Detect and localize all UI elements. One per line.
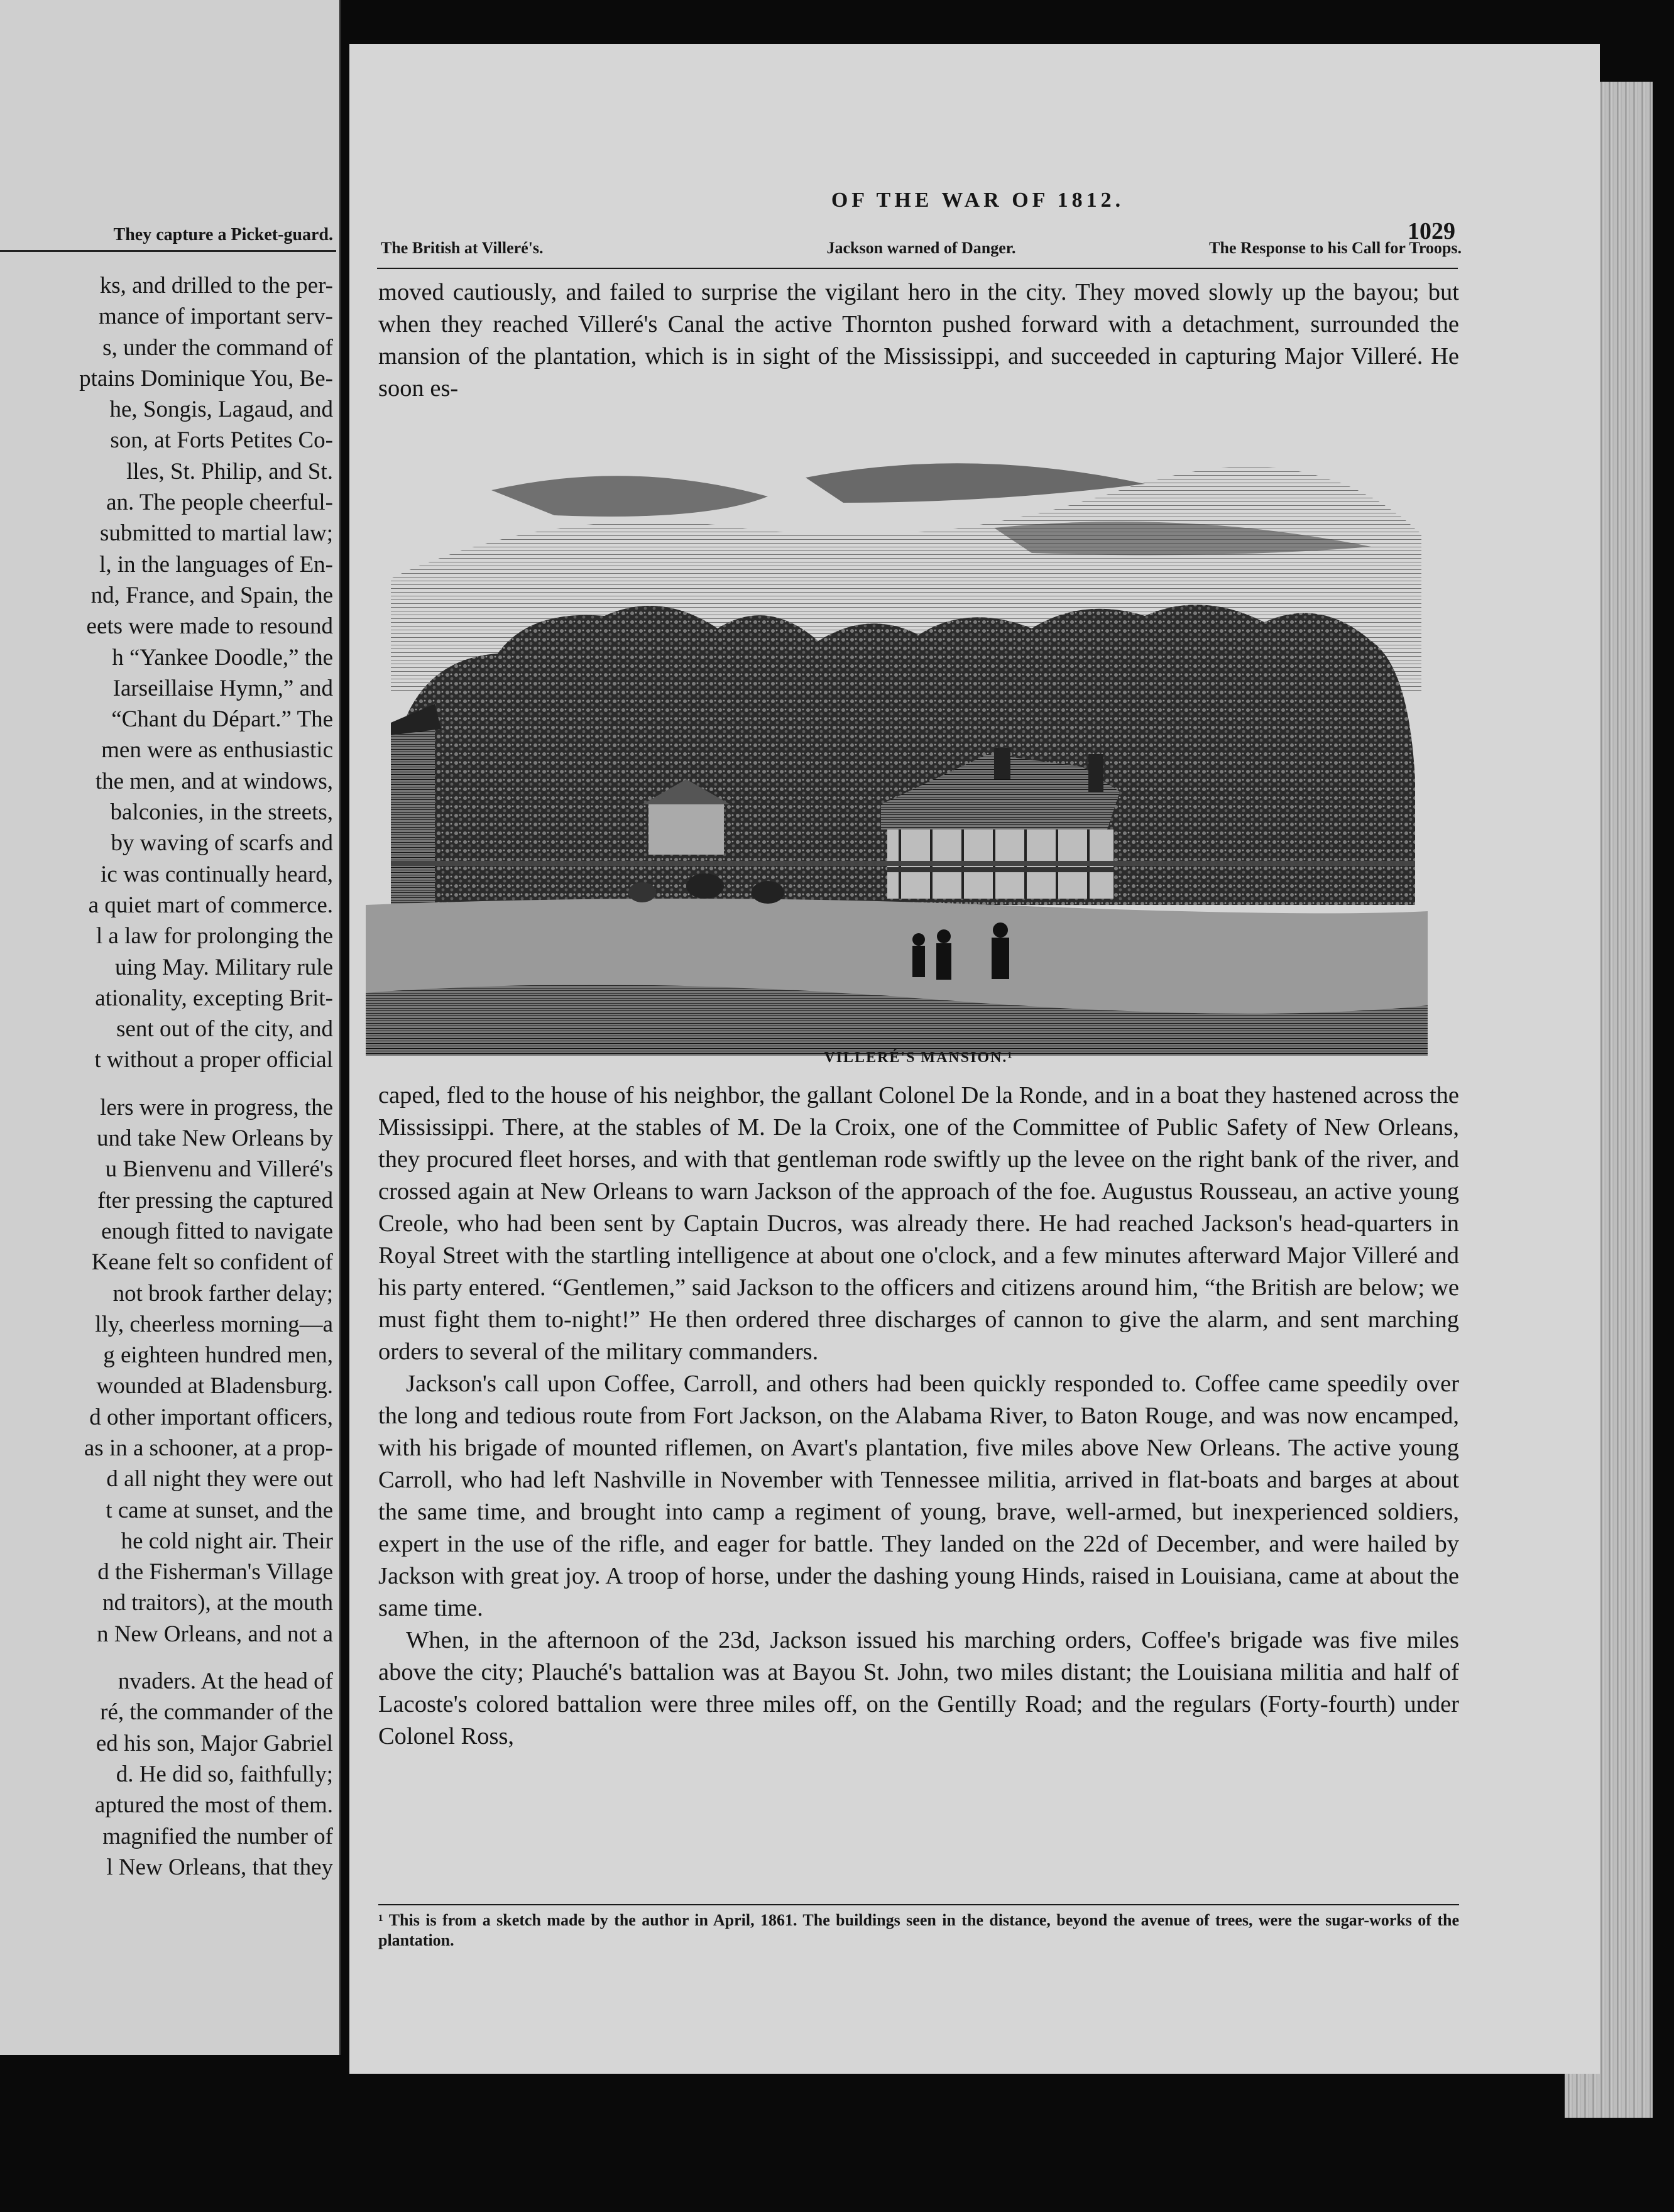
body-paragraph-top (378, 276, 1459, 405)
left-text-line: ks, and drilled to the per- (99, 273, 333, 298)
footnote-rule (378, 1904, 1459, 1905)
footnote: ¹ This is from a sketch made by the author in April, 1861. The buildings seen in the distance, beyond the avenue of trees, were the sugar-works of the plantation. (378, 1911, 1459, 1949)
left-text-line: by waving of scarfs and (111, 830, 333, 857)
left-text-line: uing May. Military rule (115, 954, 333, 980)
illustration-caption: VILLERÉ'S MANSION.¹ (824, 1049, 1014, 1066)
marginal-note-center: Jackson warned of Danger. (826, 239, 1016, 257)
left-text-line: Iarseillaise Hymn,” and (112, 675, 333, 701)
paragraph: caped, fled to the house of his neighbor, the gallant Colonel De la Ronde, and in a boat they hastened across the Mississippi. There, at the stables of M. De la Croix, one of the Committee of Public Safety of New Orleans, they procured fleet horses, and with that gentleman rode swiftly up the levee on the right bank of the river, and crossed again at New Orleans to warn Jackson of the approach of the foe. Augustus Rousseau, an active young Creole, who had been sent by Captain Ducros, was already there. He had reached Jackson's head-quarters in Royal Street with the startling intelligence at about one o'clock, and a few minutes afterward Major Villeré and his party entered. “Gentlemen,” said Jackson to the officers and citizens around him, “the British are below; we must fight them to-night!” He then ordered three discharges of cannon to give the alarm, and sent marching orders to several of the military commanders. (378, 1082, 1459, 1365)
left-text-line (0, 1076, 333, 1092)
left-text-line: he cold night air. Their (121, 1528, 333, 1554)
left-text-line: lers were in progress, the (100, 1094, 333, 1120)
left-text-line: ed his son, Major Gabriel (96, 1730, 333, 1756)
left-text-line: t came at sunset, and the (106, 1497, 333, 1523)
left-page (0, 0, 341, 2055)
left-text-line: ptains Dominique You, Be- (79, 365, 333, 391)
left-text-line: men were as enthusiastic (101, 737, 333, 764)
left-text-line (0, 1650, 333, 1666)
left-text-line: u Bienvenu and Villeré's (105, 1156, 333, 1183)
left-running-head: They capture a Picket-guard. (113, 225, 333, 244)
left-text-line: mance of important serv- (99, 304, 333, 330)
left-text-line: g eighteen hundred men, (103, 1342, 333, 1369)
page-number: 1029 (1408, 218, 1455, 244)
marginal-note-right: The Response to his Call for Troops. (1209, 239, 1462, 257)
villere-mansion-engraving (366, 452, 1428, 1056)
left-text-line: nd traitors), at the mouth (102, 1590, 333, 1616)
header-rule (377, 268, 1458, 269)
left-text-line: n New Orleans, and not a (96, 1621, 333, 1647)
body-paragraphs (378, 1080, 1459, 1753)
left-text-line: nd, France, and Spain, the (90, 582, 333, 608)
paragraph: When, in the afternoon of the 23d, Jackson issued his marching orders, Coffee's brigade was five miles above the city; Plauché's battalion was at Bayou St. John, two miles distant; the Louisiana militia and half of Lacoste's colored battalion were three miles off, on the Gentilly Road; and the regulars (Forty-fourth) under Colonel Ross, (378, 1627, 1459, 1749)
left-text-line: l, in the languages of En- (99, 551, 333, 578)
left-text-line: ationality, excepting Brit- (95, 985, 333, 1011)
left-text-line: l New Orleans, that they (106, 1854, 333, 1880)
left-text-line: as in a schooner, at a prop- (84, 1435, 333, 1461)
left-text-line: sent out of the city, and (116, 1016, 333, 1043)
left-text-line: not brook farther delay; (112, 1280, 333, 1306)
right-page (349, 44, 1600, 2074)
left-text-line: h “Yankee Doodle,” the (112, 644, 333, 671)
left-text-line: aptured the most of them. (94, 1792, 333, 1819)
left-text-line: submitted to martial law; (100, 520, 333, 547)
left-text-line: t without a proper official (94, 1047, 333, 1073)
left-text-line: und take New Orleans by (96, 1125, 333, 1152)
book-header: OF THE WAR OF 1812. (831, 189, 1125, 212)
paragraph: moved cautiously, and failed to surprise the vigilant hero in the city. They moved slowly up the bayou; but when they reached Villeré's Canal the active Thornton pushed forward with a detachment, surrounded the mansion of the plantation, which is in sight of the Mississippi, and succeeded in capturing Major Villeré. He soon es- (378, 279, 1459, 402)
left-text-line: “Chant du Départ.” The (111, 706, 333, 733)
left-text-line: he, Songis, Lagaud, and (109, 397, 333, 423)
left-text-line: d the Fisherman's Village (97, 1559, 333, 1585)
left-text-line: enough fitted to navigate (101, 1218, 333, 1244)
paragraph: Jackson's call upon Coffee, Carroll, and others had been quickly responded to. Coffee came speedily over the long and tedious route from Fort Jackson, on the Alabama River, to Baton Rouge, and was now encamped, with his brigade of mounted riflemen, on Avart's plantation, five miles above New Orleans. The active young Carroll, who had left Nashville in November with Tennessee militia, arrived in flat-boats and barges at about the same time, and brought into camp a regiment of young, brave, well-armed, but inexperienced soldiers, expert in the use of the rifle, and eager for battle. They landed on the 22d of December, and were hailed by Jackson with great joy. A troop of horse, under the dashing young Hinds, raised in Louisiana, came at about the same time. (378, 1371, 1459, 1621)
left-text-line: l a law for prolonging the (96, 923, 333, 950)
left-text-line: d. He did so, faithfully; (116, 1761, 333, 1787)
left-text-line: fter pressing the captured (97, 1187, 333, 1213)
left-text-line: the men, and at windows, (95, 768, 333, 794)
left-text-line: lly, cheerless morning—a (95, 1311, 333, 1337)
marginal-note-left: The British at Villeré's. (381, 239, 544, 257)
left-text-line: a quiet mart of commerce. (88, 892, 333, 918)
left-text-line: s, under the command of (102, 334, 333, 361)
left-text-line: Keane felt so confident of (91, 1249, 333, 1276)
left-text-line: eets were made to resound (86, 613, 333, 640)
left-text-line: wounded at Bladensburg. (96, 1373, 333, 1399)
left-text-line: d all night they were out (106, 1466, 333, 1492)
left-text-line: d other important officers, (89, 1404, 333, 1430)
left-text-line: balconies, in the streets, (110, 799, 333, 826)
left-text-line: nvaders. At the head of (118, 1668, 333, 1695)
left-text-line: magnified the number of (102, 1823, 333, 1849)
left-page-text (0, 270, 333, 1883)
left-text-line: an. The people cheerful- (106, 490, 333, 516)
left-header-rule (0, 250, 336, 252)
left-text-line: ré, the commander of the (100, 1699, 333, 1726)
left-text-line: ic was continually heard, (101, 861, 333, 887)
left-text-line: son, at Forts Petites Co- (110, 427, 333, 454)
left-text-line: lles, St. Philip, and St. (126, 458, 333, 485)
